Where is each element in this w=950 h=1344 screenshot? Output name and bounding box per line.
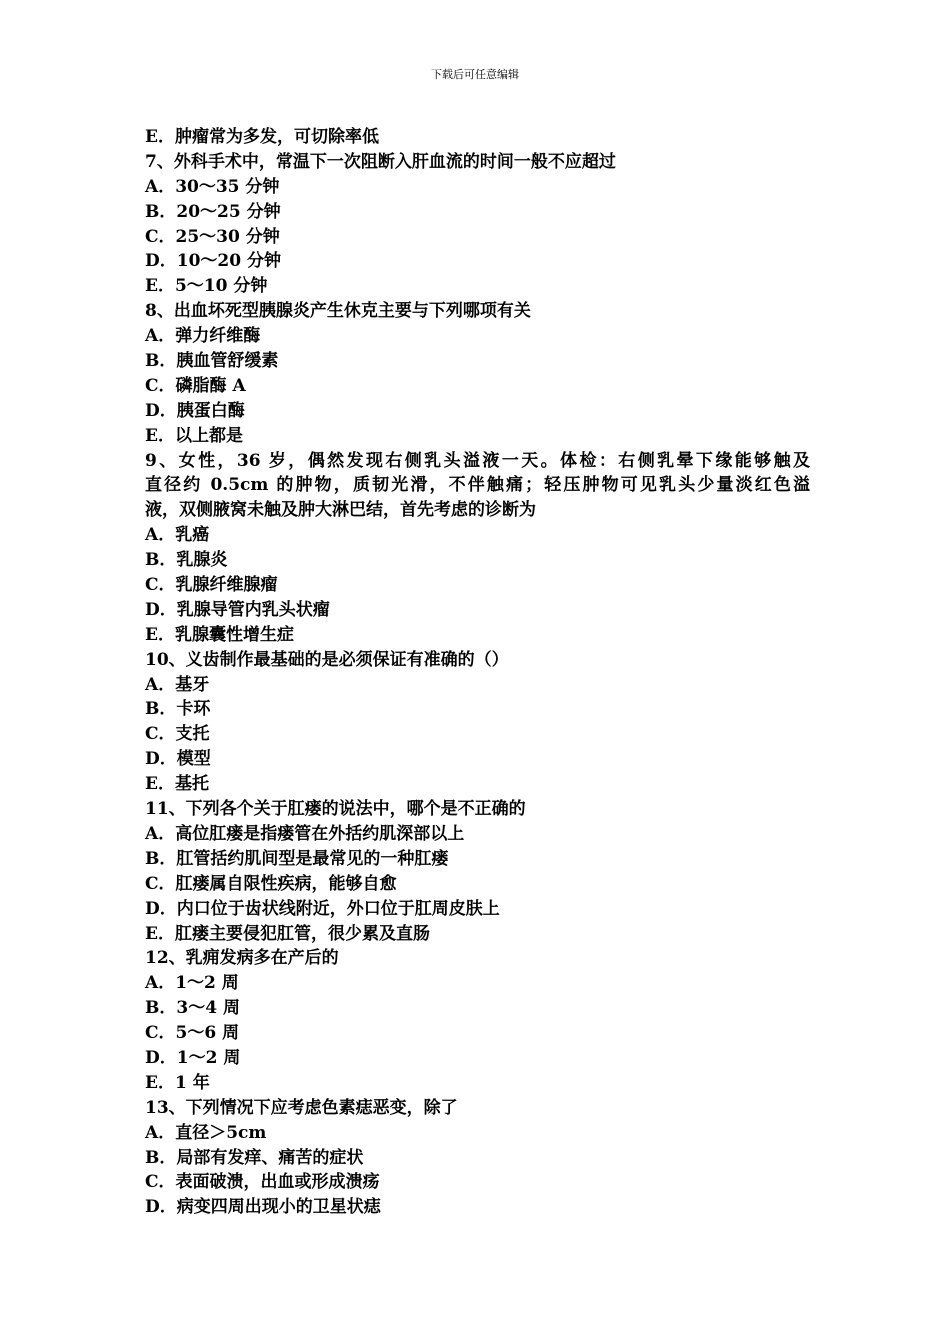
option-line: C．表面破溃，出血或形成溃疡 [145, 1172, 380, 1193]
option-line: E．以上都是 [145, 425, 243, 446]
question-line: 10、义齿制作最基础的是必须保证有准确的（） [145, 649, 509, 670]
option-line: C．乳腺纤维腺瘤 [145, 575, 278, 596]
option-line: A．1～2 周 [145, 973, 239, 994]
option-line: A．基牙 [145, 674, 210, 695]
option-line: B．3～4 周 [145, 998, 240, 1019]
option-line: C．25～30 分钟 [145, 226, 280, 247]
option-line: A．乳癌 [145, 525, 210, 546]
question-line: 13、下列情况下应考虑色素痣恶变，除了 [145, 1097, 458, 1118]
option-line: A．弹力纤维酶 [145, 326, 261, 347]
option-line: B．20～25 分钟 [145, 201, 281, 222]
option-line: A．直径＞5cm [145, 1122, 267, 1143]
option-line: E．5～10 分钟 [145, 276, 268, 297]
option-line: E．肿瘤常为多发，可切除率低 [145, 127, 379, 147]
option-line: E．1 年 [145, 1072, 210, 1093]
option-line: A．30～35 分钟 [145, 176, 280, 197]
option-line: D．胰蛋白酶 [145, 400, 245, 421]
option-line: C．肛瘘属自限性疾病，能够自愈 [145, 873, 397, 894]
option-line: E．基托 [145, 774, 209, 795]
option-line: D．内口位于齿状线附近，外口位于肛周皮肤上 [145, 898, 500, 919]
option-line: D．病变四周出现小的卫星状痣 [145, 1197, 381, 1218]
option-line: D．1～2 周 [145, 1047, 241, 1068]
question-line: 7、外科手术中，常温下一次阻断入肝血流的时间一般不应超过 [145, 151, 616, 172]
question-line: 11、下列各个关于肛瘘的说法中，哪个是不正确的 [145, 799, 526, 820]
option-line: B．胰血管舒缓素 [145, 351, 279, 372]
option-line: D．10～20 分钟 [145, 251, 281, 272]
option-line: D．模型 [145, 749, 211, 770]
question-line: 9、女性，36 岁，偶然发现右侧乳头溢液一天。体检：右侧乳晕下缘能够触及 [145, 450, 810, 471]
option-line: B．乳腺炎 [145, 550, 228, 571]
question-9-paragraph [145, 449, 810, 524]
page-header: 下载后可任意编辑 [431, 68, 519, 81]
option-line: D．乳腺导管内乳头状瘤 [145, 599, 330, 620]
question-line: 直径约 0.5cm 的肿物，质韧光滑，不伴触痛；轻压肿物可见乳头少量淡红色溢 [145, 475, 810, 496]
option-line: B．局部有发痒、痛苦的症状 [145, 1147, 364, 1168]
option-line: C．磷脂酶 A [145, 375, 246, 396]
option-line: C．支托 [145, 724, 210, 745]
option-line: A．高位肛瘘是指瘘管在外括约肌深部以上 [145, 823, 465, 844]
option-line: B．肛管括约肌间型是最常见的一种肛瘘 [145, 848, 449, 869]
question-line: 8、出血坏死型胰腺炎产生休克主要与下列哪项有关 [145, 301, 531, 322]
question-line: 液，双侧腋窝未触及肿大淋巴结，首先考虑的诊断为 [145, 500, 536, 521]
option-line: C．5～6 周 [145, 1023, 240, 1044]
question-line: 12、乳痈发病多在产后的 [145, 948, 339, 969]
option-line: E．肛瘘主要侵犯肛管，很少累及直肠 [145, 923, 430, 944]
option-line: E．乳腺囊性增生症 [145, 624, 294, 645]
option-line: B．卡环 [145, 699, 211, 720]
document-body [145, 125, 810, 1220]
